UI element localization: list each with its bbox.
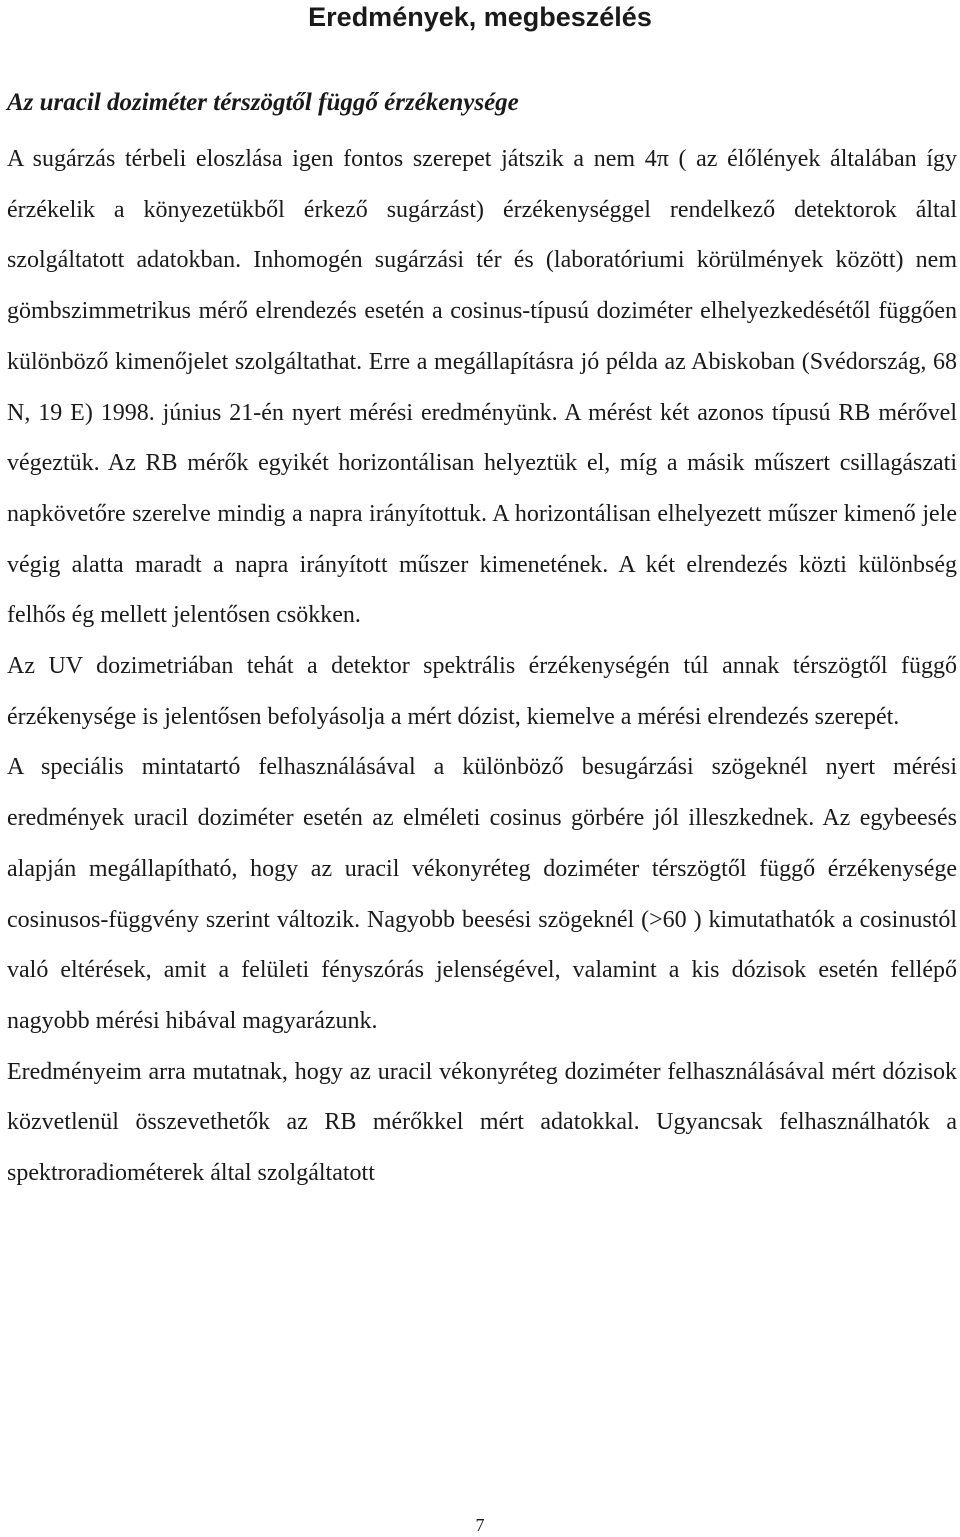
paragraph: A sugárzás térbeli eloszlása igen fontos szerepet játszik a nem 4π ( az élőlények általában így érzékelik a könyezetükből érkező sugárzást) érzékenységgel rendelkező detektorok által szolgáltatott adatokban. Inhomogén sugárzási tér és (laboratóriumi körülmények között) nem gömbszimmetrikus mérő elrendezés esetén a cosinus-típusú doziméter elhelyezkedésétől függően különböző kimenőjelet szolgáltathat. Erre a megállapításra jó példa az Abiskoban (Svédország, 68 N, 19 E) 1998. június 21-én nyert mérési eredményünk. A mérést két azonos típusú RB mérővel végeztük. Az RB mérők egyikét horizontálisan helyeztük el, míg a másik műszert csillagászati napkövetőre szerelve mindig a napra irányítottuk. A horizontálisan elhelyezett műszer kimenő jele végig alatta maradt a napra irányított műszer kimenetének. A két elrendezés közti különbség felhős ég mellett jelentősen csökken. (7, 146, 957, 629)
page-number: 7 (475, 1515, 485, 1535)
subsection-title: Az uracil doziméter térszögtől függő érzékenysége (7, 89, 519, 116)
body-text (7, 134, 957, 1199)
paragraph: Eredményeim arra mutatnak, hogy az uracil vékonyréteg doziméter felhasználásával mért dózisok közvetlenül összevethetők az RB mérőkkel mért adatokkal. Ugyancsak felhasználhatók a spektroradiométerek által szolgáltatott (7, 1058, 957, 1187)
paragraph: A speciális mintatartó felhasználásával a különböző besugárzási szögeknél nyert mérési eredmények uracil doziméter esetén az elméleti cosinus görbére jól illeszkednek. Az egybeesés alapján megállapítható, hogy az uracil vékonyréteg doziméter térszögtől függő érzékenysége cosinusos-függvény szerint változik. Nagyobb beesési szögeknél (>60 ) kimutathatók a cosinustól való eltérések, amit a felületi fényszórás jelenségével, valamint a kis dózisok esetén fellépő nagyobb mérési hibával magyarázunk. (7, 754, 957, 1034)
paragraph: Az UV dozimetriában tehát a detektor spektrális érzékenységén túl annak térszögtől függő érzékenysége is jelentősen befolyásolja a mért dózist, kiemelve a mérési elrendezés szerepét. (7, 653, 957, 730)
section-title: Eredmények, megbeszélés (308, 2, 652, 32)
